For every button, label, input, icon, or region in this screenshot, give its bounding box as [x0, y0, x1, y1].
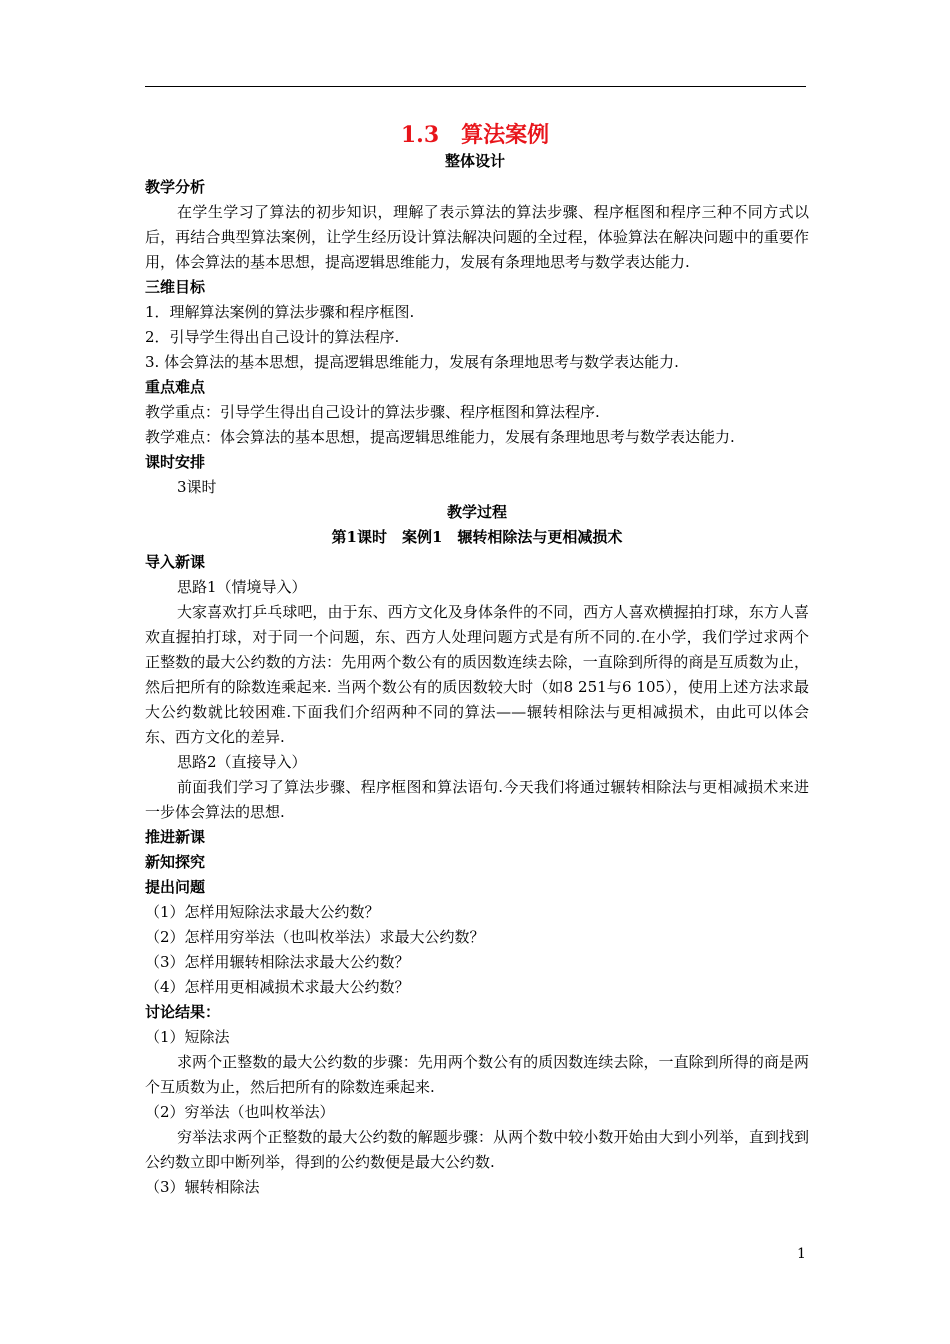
heading-schedule: 课时安排	[145, 453, 206, 471]
question-item: （1）怎样用短除法求最大公约数？	[145, 903, 380, 921]
heading-discussion: 讨论结果：	[145, 1003, 221, 1021]
heading-goals: 三维目标	[145, 278, 206, 296]
method-1-text: 求两个正整数的最大公约数的步骤：先用两个数公有的质因数连续去除，一直除到所得的商是两个互质数为止，然后把所有的除数连乘起来.	[145, 1053, 809, 1096]
method-3-label: （3）辗转相除法	[145, 1178, 260, 1196]
analysis-paragraph: 在学生学习了算法的初步知识，理解了表示算法的算法步骤、程序框图和程序三种不同方式以后，再结合典型算法案例，让学生经历设计算法解决问题的全过程，体验算法在解决问题中的重要作用，体会算法的基本思想，提高逻辑思维能力，发展有条理地思考与数学表达能力.	[145, 203, 809, 271]
idea-1-paragraph: 大家喜欢打乒乓球吧，由于东、西方文化及身体条件的不同，西方人喜欢横握拍打球，东方人喜欢直握拍打球，对于同一个问题，东、西方人处理问题方式是有所不同的.在小学，我们学过求两个正整数的最大公约数的方法：先用两个数公有的质因数连续去除，一直除到所得的商是互质数为止，然后把所有的除数连乘起来. 当两个数公有的质因数较大时（如8 251与6 105），使用上述方法求最大公约数就比较困难.下面我们介绍两种不同的算法——辗转相除法与更相减损术，由此可以体会东、西方文化的差异.	[145, 603, 809, 746]
teaching-difficulty: 教学难点：体会算法的基本思想，提高逻辑思维能力，发展有条理地思考与数学表达能力.	[145, 428, 735, 446]
goal-item: 2．引导学生得出自己设计的算法程序.	[145, 328, 400, 346]
page-number: 1	[797, 1246, 806, 1262]
page-title: 1.3 算法案例	[400, 122, 550, 148]
heading-process: 教学过程	[446, 503, 507, 521]
teaching-focus: 教学重点：引导学生得出自己设计的算法步骤、程序框图和算法程序.	[145, 403, 600, 421]
heading-advance: 推进新课	[145, 828, 206, 846]
method-2-label: （2）穷举法（也叫枚举法）	[145, 1103, 335, 1121]
document-body	[145, 175, 809, 1200]
idea-2-paragraph: 前面我们学习了算法步骤、程序框图和算法语句.今天我们将通过辗转相除法与更相减损术来进一步体会算法的思想.	[145, 778, 809, 821]
question-item: （4）怎样用更相减损术求最大公约数？	[145, 978, 410, 996]
method-1-label: （1）短除法	[145, 1028, 230, 1046]
schedule-text: 3课时	[177, 478, 217, 496]
heading-analysis: 教学分析	[145, 178, 206, 196]
question-item: （2）怎样用穷举法（也叫枚举法）求最大公约数？	[145, 928, 485, 946]
header-rule	[145, 86, 806, 87]
page-subtitle: 整体设计	[444, 152, 505, 170]
goal-item: 3. 体会算法的基本思想，提高逻辑思维能力，发展有条理地思考与数学表达能力.	[145, 353, 679, 371]
idea-2-label: 思路2（直接导入）	[177, 753, 307, 771]
question-item: （3）怎样用辗转相除法求最大公约数？	[145, 953, 410, 971]
goal-item: 1．理解算法案例的算法步骤和程序框图.	[145, 303, 415, 321]
method-2-text: 穷举法求两个正整数的最大公约数的解题步骤：从两个数中较小数开始由大到小列举，直到找到公约数立即中断列举，得到的公约数便是最大公约数.	[145, 1128, 809, 1171]
heading-key-points: 重点难点	[145, 378, 206, 396]
idea-1-label: 思路1（情境导入）	[177, 578, 307, 596]
heading-explore: 新知探究	[145, 853, 206, 871]
lesson-title: 第1课时 案例1 辗转相除法与更相减损术	[331, 528, 623, 546]
heading-intro: 导入新课	[145, 553, 206, 571]
heading-questions: 提出问题	[145, 878, 206, 896]
